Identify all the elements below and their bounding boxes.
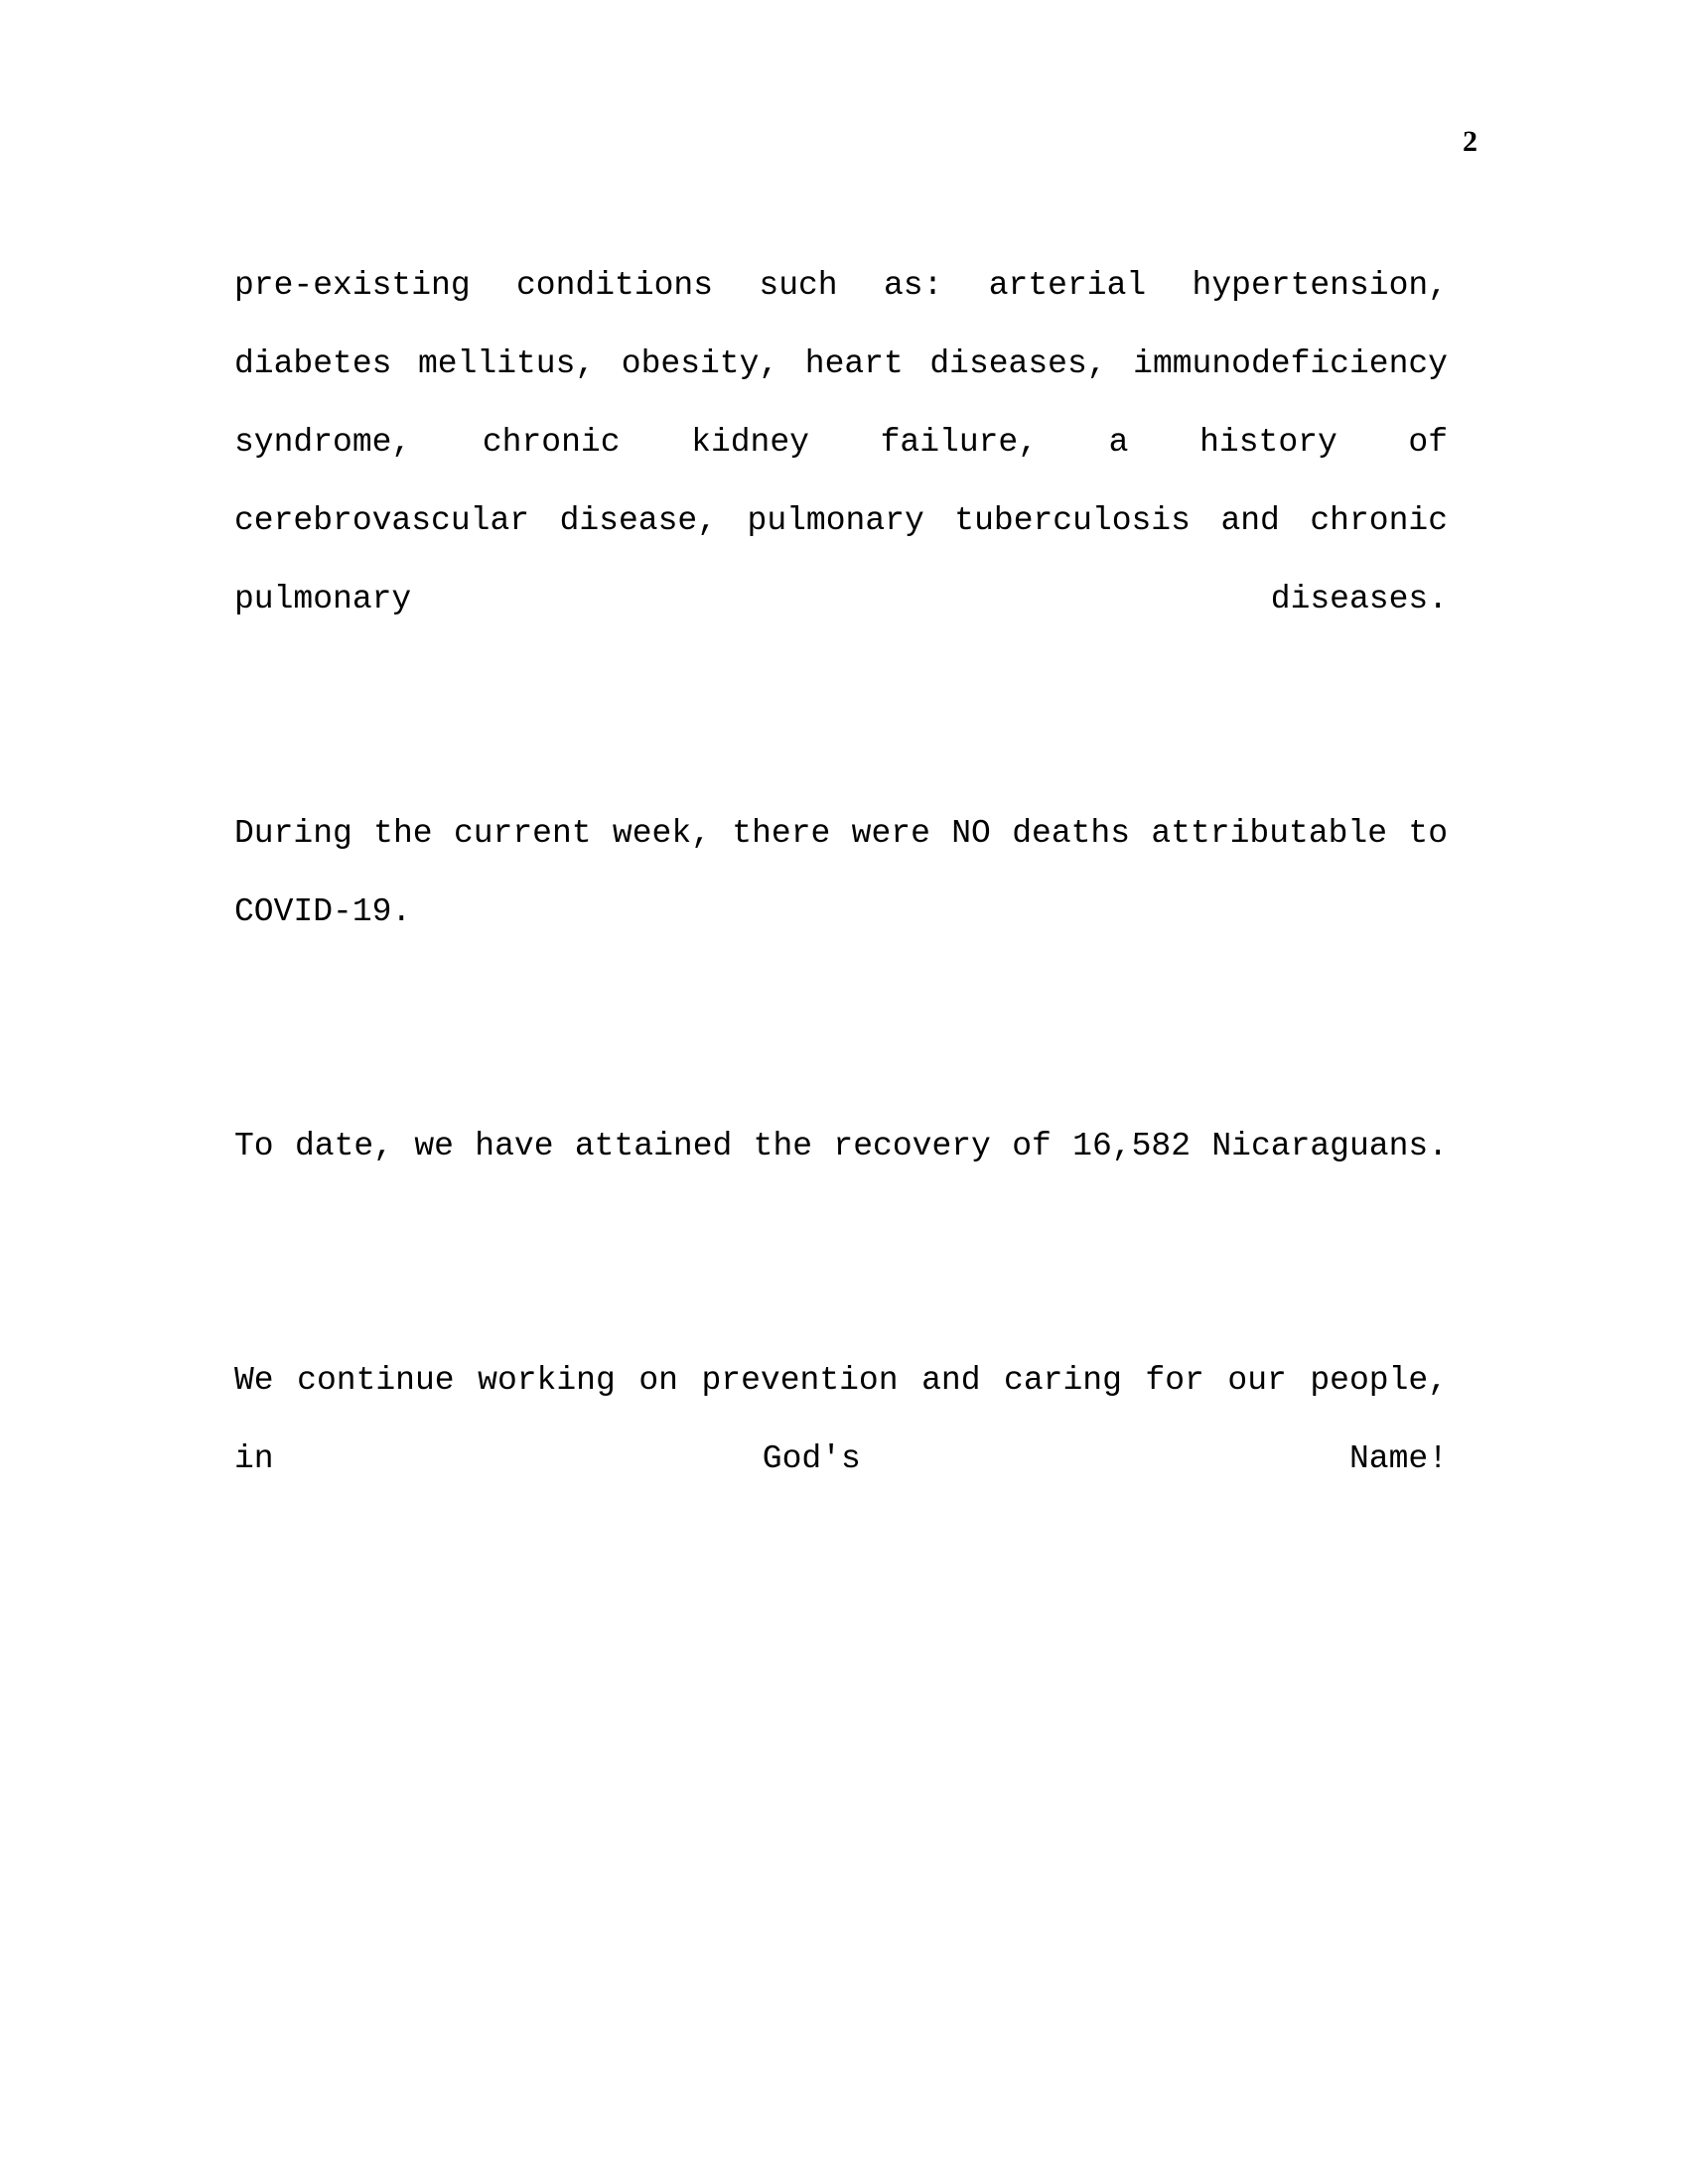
page-number: 2 (1463, 125, 1477, 158)
paragraph: We continue working on prevention and caring for our people, in God's Name! (234, 1362, 1468, 1477)
paragraph: During the current week, there were NO deaths attributable to COVID-19. (234, 815, 1468, 930)
paragraph: To date, we have attained the recovery of 16,582 Nicaraguans. (234, 1128, 1448, 1164)
document-body (234, 246, 1468, 1576)
paragraph: pre-existing conditions such as: arterial hypertension, diabetes mellitus, obesity, heart diseases, immunodeficiency syndrome, chronic kidney failure, a history of cerebrovascular disease, pulmonary tuberculosis and chronic pulmonary diseases. (234, 267, 1468, 617)
